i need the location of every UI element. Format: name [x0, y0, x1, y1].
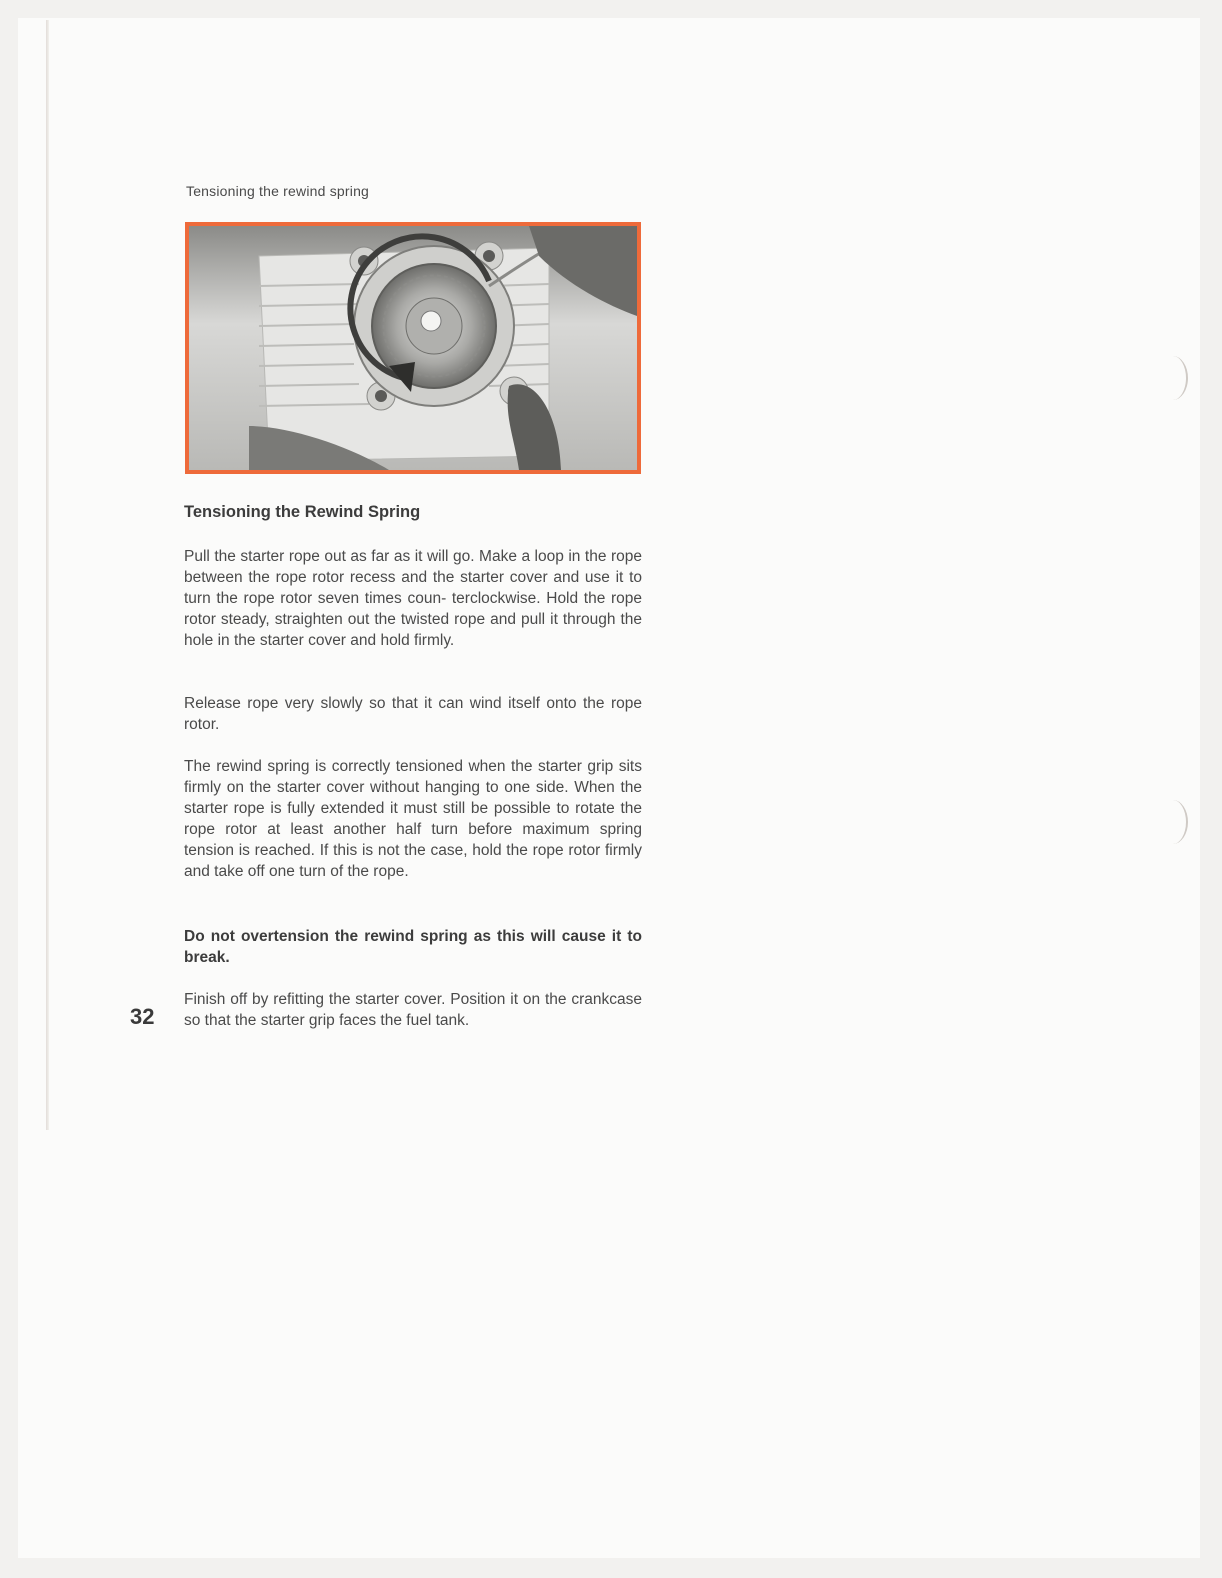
page-number: 32	[130, 1004, 155, 1029]
body-paragraph-2: Release rope very slowly so that it can wind itself onto the rope rotor.	[184, 695, 642, 733]
binding-edge	[46, 20, 49, 1130]
section-title: Tensioning the Rewind Spring	[184, 503, 421, 521]
starter-rope-rotor-photo	[189, 226, 637, 470]
punch-hole-lower	[1158, 800, 1188, 844]
final-paragraph: Finish off by refitting the starter cover. Position it on the crankcase so that the starter grip faces the fuel tank.	[184, 991, 642, 1029]
photo-frame	[185, 222, 641, 474]
photo-caption: Tensioning the rewind spring	[186, 183, 370, 199]
warning-paragraph: Do not overtension the rewind spring as this will cause it to break.	[184, 928, 642, 966]
body-paragraph-1: Pull the starter rope out as far as it will go. Make a loop in the rope between the rope rotor recess and the starter cover and use it to turn the rope rotor seven times coun- terclockwise. Hold the rope rotor steady, straighten out the twisted rope and pull it through the hole in the starter cover and hold firmly.	[184, 548, 642, 649]
punch-hole-upper	[1158, 356, 1188, 400]
body-paragraph-3: The rewind spring is correctly tensioned when the starter grip sits firmly on the starter cover without hanging to one side. When the starter rope is fully extended it must still be possible to rotate the rope rotor at least another half turn before maximum spring tension is reached. If this is not the case, hold the rope rotor firmly and take off one turn of the rope.	[184, 758, 642, 880]
